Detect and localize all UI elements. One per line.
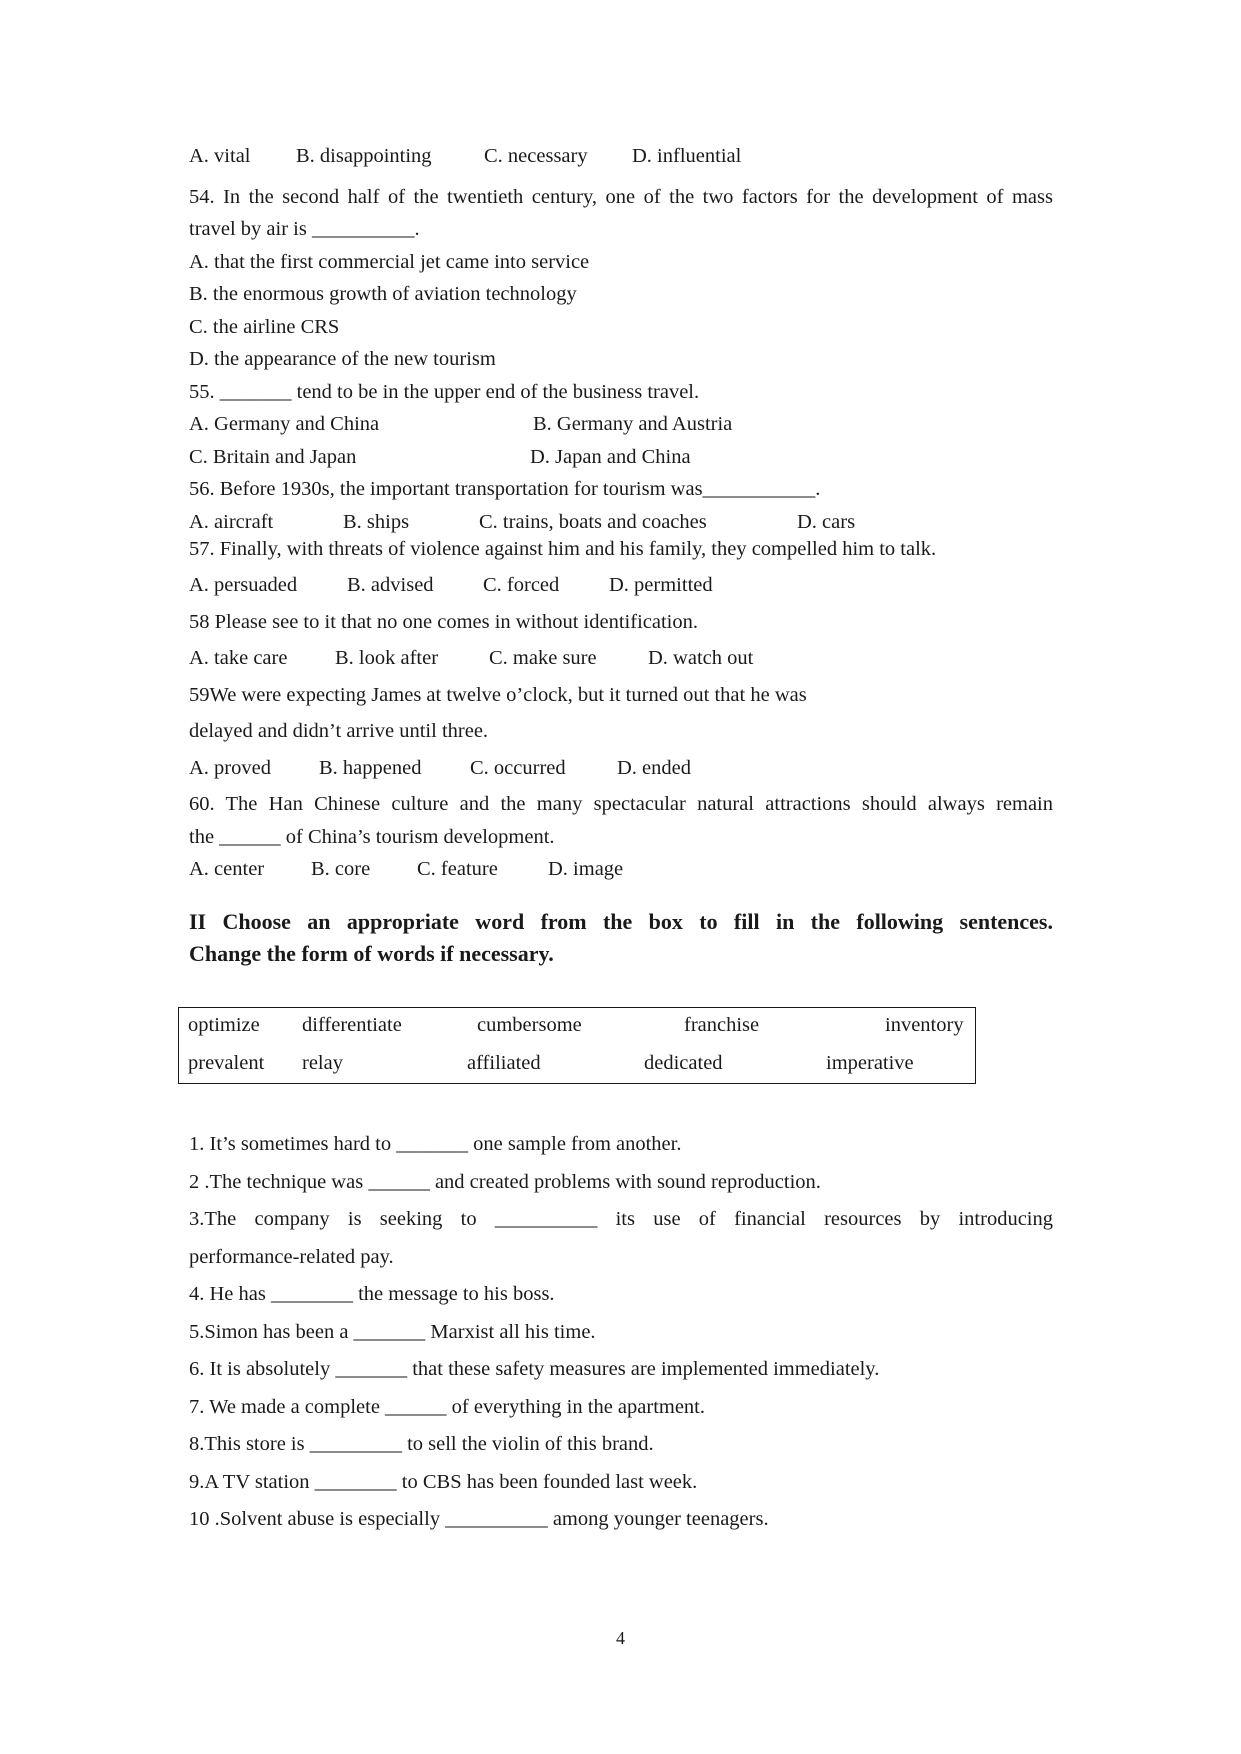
sentence-1: 1. It’s sometimes hard to _______ one sample from another. [189,1133,682,1155]
q59-option-d: D. ended [617,756,692,779]
q58-option-a: A. take care [189,647,288,669]
q60-option-d: D. image [548,858,624,880]
q60-options [189,853,1053,886]
q54-stem-line2: travel by air is __________. [189,218,420,240]
fill-in-sentences [189,1126,1053,1539]
q58-option-c: C. make sure [489,647,597,669]
word-box-word: optimize [188,1014,260,1036]
q57-stem: 57. Finally, with threats of violence against him and his family, they compelled him to talk. [189,537,937,560]
sentence-8: 8.This store is _________ to sell the violin of this brand. [189,1433,654,1455]
page-number: 4 [616,1628,625,1648]
q58-stem: 58 Please see to it that no one comes in without identification. [189,610,698,633]
q55-options-row1 [189,408,1053,441]
q60-option-b: B. core [311,858,371,880]
sentence-6: 6. It is absolutely _______ that these safety measures are implemented immediately. [189,1358,880,1380]
q57-options [189,569,1053,602]
sentence-7: 7. We made a complete ______ of everything in the apartment. [189,1395,706,1418]
q57-option-c: C. forced [483,574,560,596]
q56-option-d: D. cars [797,510,856,533]
sentence-2: 2 .The technique was ______ and created problems with sound reproduction. [189,1170,821,1193]
q59-option-a: A. proved [189,756,271,779]
q55-option-b: B. Germany and Austria [533,413,733,435]
question-list [189,140,1053,970]
q56-option-a: A. aircraft [189,510,274,533]
word-box-word: inventory [885,1014,964,1036]
q55-option-d: D. Japan and China [530,445,691,468]
sentence-3-line2: performance-related pay. [189,1245,394,1268]
q57-option-d: D. permitted [609,574,713,596]
q60-stem-line1: 60. The Han Chinese culture and the many spectacular natural attractions should always remain [189,793,1053,815]
sentence-5: 5.Simon has been a _______ Marxist all his time. [189,1320,596,1343]
q55-stem: 55. _______ tend to be in the upper end of the business travel. [189,380,700,403]
q54-option-a: A. that the first commercial jet came into service [189,250,590,273]
q58-options [189,642,1053,675]
section2-heading-line1: II Choose an appropriate word from the box to fill in the following sentences. [189,908,1053,934]
q53-options [189,140,1053,173]
q60-option-c: C. feature [417,858,498,880]
q53-option-a: A. vital [189,145,251,167]
section2-heading-line2: Change the form of words if necessary. [189,940,554,966]
q59-options [189,752,1053,785]
q54-stem-line1: 54. In the second half of the twentieth century, one of the two factors for the development of mass [189,185,1053,208]
sentence-9: 9.A TV station ________ to CBS has been founded last week. [189,1470,698,1493]
q57-option-b: B. advised [347,574,434,596]
q59-option-c: C. occurred [470,756,566,779]
q59-option-b: B. happened [319,756,422,779]
q55-options-row2 [189,441,1053,474]
q56-options [189,506,1053,533]
sentence-10: 10 .Solvent abuse is especially __________ among younger teenagers. [189,1508,769,1530]
word-box-word: affiliated [467,1052,541,1074]
q60-stem-line2: the ______ of China’s tourism development. [189,825,555,848]
q53-option-c: C. necessary [484,145,588,167]
word-box-word: relay [302,1052,343,1074]
q54-option-d: D. the appearance of the new tourism [189,348,496,370]
word-box-word: prevalent [188,1052,265,1074]
section2-heading [189,906,1053,970]
sentence-4: 4. He has ________ the message to his boss. [189,1283,555,1305]
q55-option-a: A. Germany and China [189,413,380,435]
word-box-word: dedicated [644,1052,723,1074]
q56-stem: 56. Before 1930s, the important transportation for tourism was___________. [189,478,821,500]
sentence-3-line1: 3.The company is seeking to __________ its use of financial resources by introducing [189,1208,1053,1230]
word-box-word: franchise [684,1014,760,1036]
q59-stem-line1: 59We were expecting James at twelve o’clock, but it turned out that he was [189,683,807,706]
q54-option-b: B. the enormous growth of aviation technology [189,283,577,305]
word-box-word: differentiate [302,1014,402,1036]
q57-option-a: A. persuaded [189,574,298,596]
word-box-word: imperative [826,1052,914,1074]
q54-option-c: C. the airline CRS [189,315,340,338]
q56-option-b: B. ships [343,510,410,533]
q55-option-c: C. Britain and Japan [189,445,357,468]
q60-option-a: A. center [189,858,265,880]
q56-option-c: C. trains, boats and coaches [479,510,707,533]
q58-option-d: D. watch out [648,647,754,669]
q58-option-b: B. look after [335,647,439,669]
q53-option-d: D. influential [632,145,742,167]
word-box [178,1007,976,1084]
word-box-word: cumbersome [477,1014,582,1036]
q59-stem-line2: delayed and didn’t arrive until three. [189,720,489,742]
q53-option-b: B. disappointing [296,145,432,167]
